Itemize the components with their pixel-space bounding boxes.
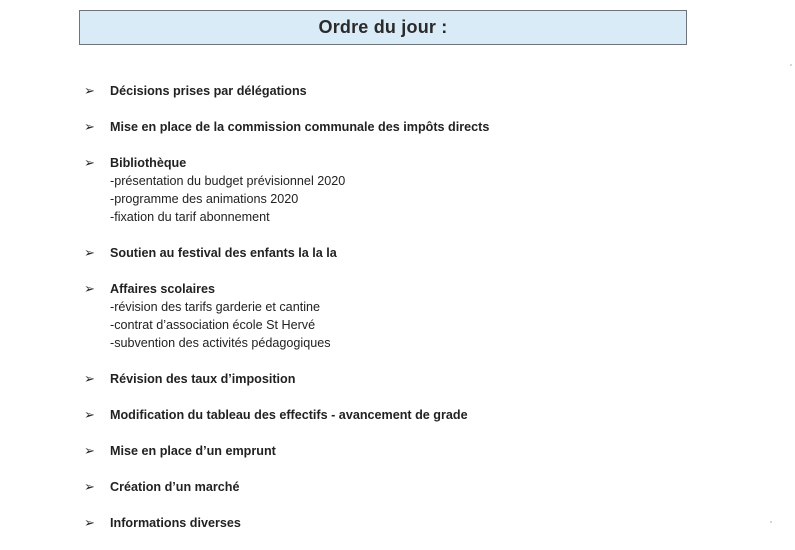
agenda-item: [84, 514, 774, 532]
scan-speck: [790, 64, 792, 66]
agenda-item-body: [110, 244, 337, 262]
agenda-item: [84, 406, 774, 424]
agenda-item-title: Mise en place de la commission communale des impôts directs: [110, 120, 490, 134]
agenda-item: [84, 82, 774, 100]
agenda-subitem: -présentation du budget prévisionnel 2020: [110, 174, 346, 188]
arrow-bullet-icon: ➢: [84, 443, 95, 458]
arrow-bullet-icon: ➢: [84, 515, 95, 530]
agenda-item-body: [110, 406, 468, 424]
arrow-bullet-icon: ➢: [84, 407, 95, 422]
agenda-item-title: Informations diverses: [110, 516, 241, 530]
agenda-item-body: [110, 442, 276, 460]
agenda-item-title: Bibliothèque: [110, 156, 187, 170]
agenda-list: [84, 82, 774, 532]
arrow-bullet-icon: ➢: [84, 371, 95, 386]
agenda-item-body: [110, 478, 239, 496]
agenda-item: [84, 280, 774, 352]
agenda-item-body: [110, 82, 307, 100]
agenda-item: [84, 442, 774, 460]
agenda-item: [84, 478, 774, 496]
arrow-bullet-icon: ➢: [84, 281, 95, 296]
arrow-bullet-icon: ➢: [84, 245, 95, 260]
agenda-item-body: [110, 280, 331, 352]
agenda-item-title: Soutien au festival des enfants la la la: [110, 246, 337, 260]
agenda-subitem: -subvention des activités pédagogiques: [110, 336, 331, 350]
agenda-item: [84, 154, 774, 226]
agenda-item-title: Affaires scolaires: [110, 282, 216, 296]
agenda-subitem: -contrat d’association école St Hervé: [110, 318, 316, 332]
agenda-item-body: [110, 370, 295, 388]
agenda-item-title: Décisions prises par délégations: [110, 84, 307, 98]
agenda-item-body: [110, 118, 489, 136]
agenda-item-body: [110, 154, 345, 226]
arrow-bullet-icon: ➢: [84, 83, 95, 98]
arrow-bullet-icon: ➢: [84, 119, 95, 134]
page-title: Ordre du jour :: [318, 17, 448, 37]
agenda-item-title: Création d’un marché: [110, 480, 240, 494]
agenda-item-title: Modification du tableau des effectifs - avancement de grade: [110, 408, 468, 422]
agenda-item-body: [110, 514, 241, 532]
agenda-item: [84, 118, 774, 136]
scan-speck: [770, 521, 772, 523]
arrow-bullet-icon: ➢: [84, 155, 95, 170]
agenda-item-title: Mise en place d’un emprunt: [110, 444, 276, 458]
agenda-item-title: Révision des taux d’imposition: [110, 372, 296, 386]
arrow-bullet-icon: ➢: [84, 479, 95, 494]
agenda-item: [84, 244, 774, 262]
agenda-title-box: [79, 10, 687, 45]
agenda-subitem: -programme des animations 2020: [110, 192, 299, 206]
agenda-item: [84, 370, 774, 388]
agenda-subitem: -fixation du tarif abonnement: [110, 210, 270, 224]
agenda-subitem: -révision des tarifs garderie et cantine: [110, 300, 320, 314]
